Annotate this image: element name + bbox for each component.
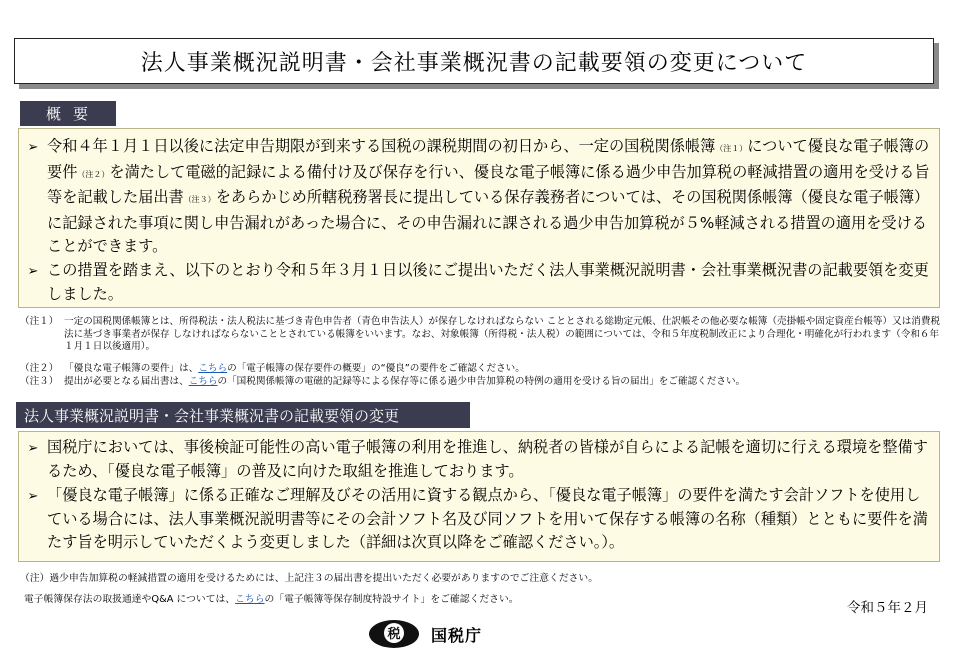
overview-bullet-1-text-a: 令和４年１月１日以後に法定申告期限が到来する国税の課税期間の初日から、一定の国税関係帳簿 (47, 137, 716, 155)
footnote-3-text: 提出が必要となる届出書は、 (64, 376, 189, 387)
footnote-2-text: 「優良な電子帳簿の要件」は、 (64, 363, 199, 374)
section-heading-changes (16, 402, 470, 428)
section-heading-changes-label: 法人事業概況説明書・会社事業概況書の記載要領の変更 (24, 406, 400, 425)
bullet-arrow-icon: ➢ (27, 489, 39, 504)
nta-logo (367, 618, 482, 650)
changes-bullet-2 (19, 484, 939, 555)
overview-bullet-1 (19, 135, 939, 259)
bullet-arrow-icon: ➢ (27, 140, 39, 155)
footer-reference-text-post: の「電子帳簿等保存制度特設サイト」をご確認ください。 (264, 594, 519, 605)
changes-bullet-1-text: 国税庁においては、事後検証可能性の高い電子帳簿の利用を推進し、納税者の皆様が自らによる記帳を適切に行える環境を整備するため、「優良な電子帳簿」の普及に向けた取組を推進しております。 (47, 438, 928, 480)
changes-bullet-2-text: 「優良な電子帳簿」に係る正確なご理解及びその活用に資する観点から、「優良な電子帳簿」の要件を満たす会計ソフトを使用している場合には、法人事業概況説明書等にその会計ソフト名及び同ソフトを用いて保存する帳簿の名称（種類）とともに要件を満たす旨を明示していただくよう変更しました（詳細は次頁以降をご確認ください。）。 (47, 486, 928, 551)
document-title-box (14, 38, 934, 84)
note-ref-3: （注３） (183, 195, 216, 204)
footer-reference-link[interactable]: こちら (235, 594, 265, 605)
footnote-2 (20, 363, 942, 376)
footnote-3-label: （注３） (20, 376, 59, 387)
footnote-2-label: （注２） (20, 363, 59, 374)
overview-bullet-2-text: この措置を踏まえ、以下のとおり令和５年３月１日以後にご提出いただく法人事業概況説明書・会社事業概況書の記載要領を変更しました。 (47, 261, 929, 303)
footnote-2-link[interactable]: こちら (198, 363, 228, 374)
bullet-arrow-icon: ➢ (27, 264, 39, 279)
section-heading-overview (20, 101, 116, 126)
footnote-2-text-post: の「電子帳簿の保存要件の概要」の“優良”の要件をご確認ください。 (227, 363, 525, 374)
overview-bullet-1-text-c: を満たして電磁的記録による備付け及び保存を行い、優良な電子帳簿に係る過少申告加算税の軽減措置の適用を受ける旨等を記載した届出書 (47, 162, 930, 206)
footer-note: （注）過少申告加算税の軽減措置の適用を受けるためには、上記注３の届出書を提出いただく必要がありますのでご注意ください。 (20, 573, 599, 584)
overview-panel (18, 128, 940, 308)
section-heading-overview-label: 概要 (45, 105, 100, 123)
changes-bullet-1 (19, 436, 939, 483)
overview-bullet-1-text-d: をあらかじめ所轄税務署長に提出している保存義務者については、その国税関係帳簿（優良な電子帳簿）に記録された事項に関し申告漏れがあった場合に、その申告漏れに課される過少申告加算税が５%軽減される措置の適用を受けることができます。 (47, 188, 930, 255)
document-title: 法人事業概況説明書・会社事業概況書の記載要領の変更について (140, 50, 808, 76)
bullet-arrow-icon: ➢ (27, 441, 39, 456)
footer-reference-text: 電子帳簿保存法の取扱通達やQ&A については、 (24, 594, 236, 605)
footnote-1-text: 一定の国税関係帳簿とは、所得税法・法人税法に基づき青色申告者（青色申告法人）が保存しなければならない こととされる総勘定元帳、仕訳帳その他必要な帳簿（売掛帳や固定資産台帳等）又は消費税法に基づき事業者が保存 しなければならないこととされている帳簿をいいます。なお、対象帳簿（所得税・法人税）の範囲については、令和５年度税制改正により合理化・明確化が行われます（令和６年１月１日以後適用）。 (64, 316, 941, 352)
footnote-1-label: （注１） (20, 316, 59, 327)
footnote-3-link[interactable]: こちら (188, 376, 218, 387)
overview-bullet-1-text-b: について優良な電子帳簿の要件 (47, 137, 930, 181)
changes-panel (18, 431, 940, 562)
footnote-3-text-post: の「国税関係帳簿の電磁的記録等による保存等に係る過少申告加算税の特例の適用を受ける旨の届出」をご確認ください。 (217, 376, 746, 387)
footer-reference (24, 591, 519, 605)
nta-emblem-icon (367, 618, 421, 650)
footnote-3 (20, 376, 942, 389)
nta-emblem-mark: 税 (387, 627, 401, 642)
agency-name: 国税庁 (431, 625, 483, 645)
note-ref-2: （注２） (77, 169, 110, 179)
note-ref-1: （注１） (715, 144, 748, 153)
footnote-1 (20, 316, 942, 354)
issue-date: 令和５年２月 (847, 600, 928, 616)
overview-bullet-2 (19, 259, 939, 306)
